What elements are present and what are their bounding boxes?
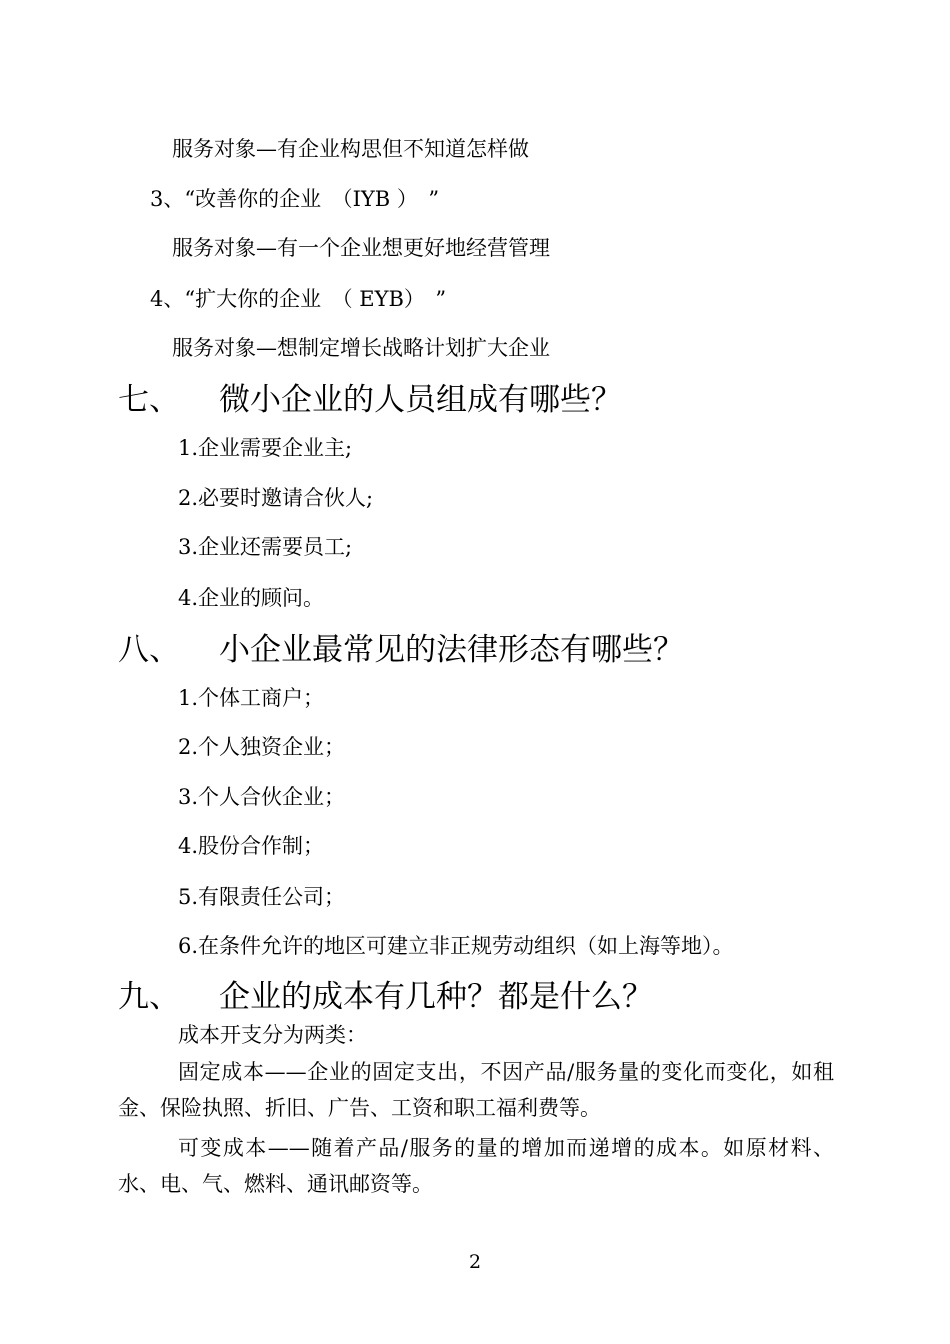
section-7-heading <box>118 380 622 420</box>
section-8-number: 八、 <box>118 632 180 668</box>
sys-service-target: 服务对象—有企业构思但不知道怎样做 <box>172 137 529 161</box>
section-9-number: 九、 <box>118 979 180 1015</box>
iyb-service-target: 服务对象—有一个企业想更好地经营管理 <box>172 236 550 260</box>
section-7-title: 微小企业的人员组成有哪些？ <box>219 382 622 418</box>
section-8-item-3: 3.个人合伙企业； <box>178 785 346 809</box>
section-8-item-6: 6.在条件允许的地区可建立非正规劳动组织（如上海等地）。 <box>178 934 734 958</box>
section-8-item-1: 1.个体工商户； <box>178 686 325 710</box>
section-8-heading <box>118 630 684 670</box>
section-9-title: 企业的成本有几种？都是什么？ <box>219 979 653 1015</box>
eyb-service-target: 服务对象—想制定增长战略计划扩大企业 <box>172 336 550 360</box>
section-8-item-5: 5.有限责任公司； <box>178 885 346 909</box>
page-number: 2 <box>468 1251 482 1273</box>
eyb-program-title: 4、“扩大你的企业 （ EYB） ” <box>150 287 447 311</box>
iyb-program-title: 3、“改善你的企业 （IYB ） ” <box>150 187 440 211</box>
section-8-title: 小企业最常见的法律形态有哪些？ <box>219 632 684 668</box>
variable-cost-paragraph: 可变成本——随着产品/服务的量的增加而递增的成本。如原材料、水、电、气、燃料、通讯邮资等。 <box>118 1136 834 1196</box>
section-7-item-2: 2.必要时邀请合伙人; <box>178 486 374 510</box>
section-7-item-1: 1.企业需要企业主; <box>178 436 353 460</box>
section-8-item-2: 2.个人独资企业； <box>178 735 346 759</box>
section-9-heading <box>118 977 653 1017</box>
section-7-item-3: 3.企业还需要员工; <box>178 535 353 559</box>
fixed-cost-paragraph: 固定成本——企业的固定支出，不因产品/服务量的变化而变化，如租金、保险执照、折旧、广告、工资和职工福利费等。 <box>118 1060 834 1120</box>
section-7-item-4: 4.企业的顾问。 <box>178 586 325 610</box>
section-9-intro: 成本开支分为两类： <box>178 1023 367 1047</box>
section-7-number: 七、 <box>118 382 180 418</box>
section-8-item-4: 4.股份合作制； <box>178 834 325 858</box>
